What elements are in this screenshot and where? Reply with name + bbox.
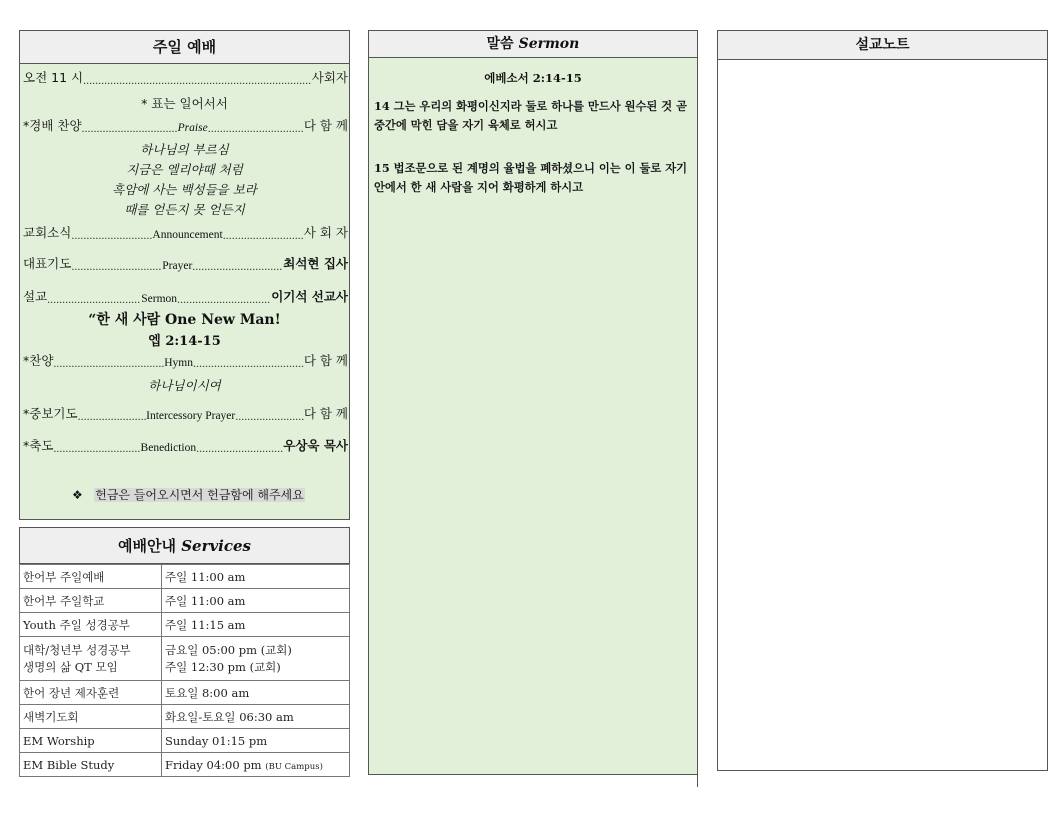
services-panel <box>19 527 350 777</box>
praise-song-4: 때를 얻든지 못 얻든지 <box>124 202 245 217</box>
table-row: 새벽기도회 화요일-토요일 06:30 am <box>20 705 350 729</box>
notes-area[interactable] <box>718 60 1047 770</box>
worship-order-body <box>20 64 349 519</box>
table-row: 한어부 주일학교 주일 11:00 am <box>20 589 350 613</box>
table-row: 대학/청년부 성경공부 생명의 삶 QT 모임 금요일 05:00 pm (교회) 주일 12:30 pm (교회) <box>20 637 350 681</box>
sermon-reference: 엡 2:14-15 <box>148 334 221 349</box>
offering-text: 헌금은 들어오시면서 헌금함에 해주세요 <box>95 488 304 502</box>
worship-order-panel <box>19 30 350 520</box>
sermon-panel <box>368 30 698 775</box>
worship-order-title: 주일 예배 <box>20 31 349 64</box>
sermon-panel-title: 말씀 Sermon <box>369 31 697 58</box>
praise-song-2: 지금은 엘리야때 처럼 <box>126 162 243 177</box>
services-title: 예배안내 Services <box>19 527 350 564</box>
praise-row: *경배 찬양 ..... Praise ..... 다 함 께 <box>23 116 348 134</box>
sermon-title: “한 새 사람 One New Man! <box>88 312 281 328</box>
scripture-reference: 에베소서 2:14-15 <box>484 71 582 85</box>
table-row: EM Bible Study Friday 04:00 pm (BU Campus) <box>20 753 350 777</box>
praise-song-3: 흑암에 사는 백성들을 보라 <box>112 182 257 197</box>
intercession-row: *중보기도 ..... Intercessory Prayer ..... 다 함 께 <box>23 404 348 422</box>
offering-note <box>72 486 305 503</box>
sermon-row: 설교 ..... Sermon ..... 이기석 선교사 <box>23 287 348 305</box>
verse-15: 15 법조문으로 된 계명의 율법을 폐하셨으니 이는 이 둘로 자기 안에서 한 새 사람을 지어 화평하게 하시고 <box>374 161 688 194</box>
announcement-row: 교회소식 ..... Announcement ..... 사 회 자 <box>23 223 348 241</box>
benediction-row: *축도 ..... Benediction ..... 우상욱 목사 <box>23 436 348 454</box>
notes-title: 설교노트 <box>718 31 1047 60</box>
table-row: 한어부 주일예배 주일 11:00 am <box>20 565 350 589</box>
praise-song-1: 하나님의 부르심 <box>140 142 229 157</box>
hymn-row: *찬양 ..... Hymn ..... 다 함 께 <box>23 351 348 369</box>
table-row: EM Worship Sunday 01:15 pm <box>20 729 350 753</box>
stand-note: * 표는 일어서서 <box>141 96 228 111</box>
table-row: 한어 장년 제자훈련 토요일 8:00 am <box>20 681 350 705</box>
diamond-bullet-icon: ❖ <box>72 488 83 502</box>
services-table <box>19 564 350 777</box>
sermon-panel-body <box>369 58 697 774</box>
notes-panel <box>717 30 1048 771</box>
table-row: Youth 주일 성경공부 주일 11:15 am <box>20 613 350 637</box>
prayer-row: 대표기도 ..... Prayer ..... 최석현 집사 <box>23 254 348 272</box>
column-divider <box>697 775 698 787</box>
hymn-title: 하나님이시여 <box>148 378 221 393</box>
service-time-row: 오전 11 시 ..... 사회자 <box>23 68 348 86</box>
verse-14: 14 그는 우리의 화평이신지라 둘로 하나를 만드사 원수된 것 곧 중간에 막힌 담을 자기 육체로 허시고 <box>374 99 688 132</box>
